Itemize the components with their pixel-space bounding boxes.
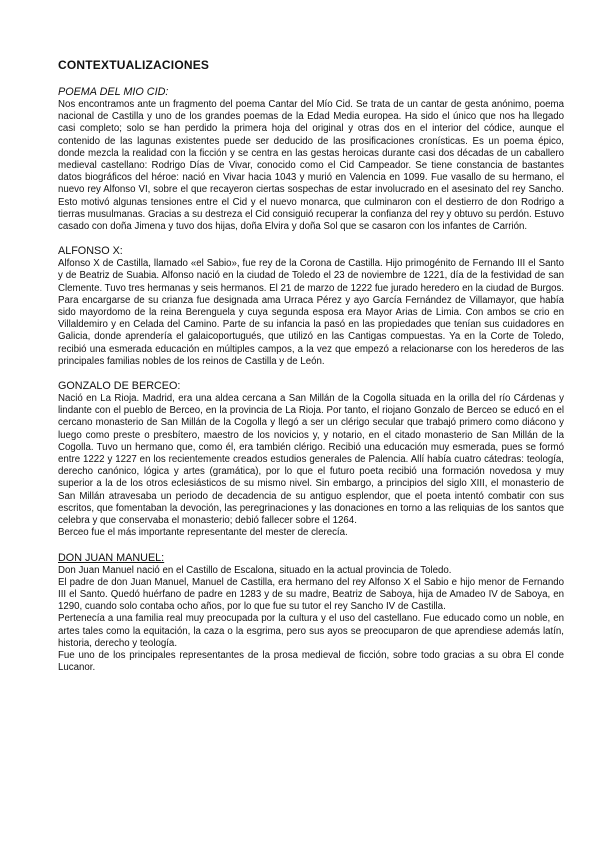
section-poema-del-mio-cid (58, 86, 564, 233)
page-title: CONTEXTUALIZACIONES (58, 58, 210, 72)
paragraph: Don Juan Manuel nació en el Castillo de Escalona, situado en la actual provincia de Toledo. (58, 564, 452, 576)
paragraph: Nació en La Rioja. Madrid, era una aldea cercana a San Millán de la Cogolla situada en la orilla del río Cárdenas y lindante con el pueblo de Berceo, en la provincia de La Rioja. Por tanto, el riojano Gonzalo de Berceo se educó en el cercano monasterio de San Millán de la Cogolla y llegó a ser un clérigo secular que trabajó primero como diácono y luego como preste o presbítero, maestro de los novicios y, y notario, en el citado monasterio de San Millán de la Cogolla. Tuvo un hermano que, como él, era también clérigo. Recibió una educación muy esmerada, pues se formó entre 1222 y 1227 en los recientemente creados estudios generales de Palencia. Allí había cuatro cátedras: teología, derecho canónico, lógica y artes (gramática), por lo que el futuro poeta recibió una formación novedosa y muy superior a la de los otros eclesiásticos de su mismo nivel. Sin embargo, a principios del siglo XIII, el monasterio de San Millán atravesaba un periodo de decadencia de su antiguo esplendor, que el poeta intentó combatir con sus escritos, que fomentaban la devoción, las peregrinaciones y las donaciones en torno a las reliquias de los santos que celebra y que conservaba el monasterio; debió fallecer sobre el 1264. (58, 393, 564, 527)
section-heading: ALFONSO X: (58, 245, 123, 258)
section-gonzalo-de-berceo (58, 380, 564, 539)
paragraph: Nos encontramos ante un fragmento del poema Cantar del Mío Cid. Se trata de un cantar de gesta anónimo, poema nacional de Castilla y uno de los grandes poemas de la Edad Media europea. Ha sido el único que nos ha llegado casi completo; solo se han perdido la primera hoja del original y otras dos en el interior del códice, aunque el contenido de las lagunas existentes puede ser deducido de las prosificaciones cronísticas. Es un poema épico, donde mezcla la realidad con la ficción y se centra en las gestas heroicas durante casi dos décadas de un caballero medieval castellano: Rodrigo Días de Vivar, conocido como el Cid Campeador. Se tiene constancia de bastantes datos biográficos del héroe: nació en Vivar hacia 1043 y murió en Valencia en 1099. Fue vasallo de su hermano, el nuevo rey Alfonso VI, sobre el que recayeron ciertas sospechas de estar involucrado en el asesinato del rey Sancho. Esto motivó algunas tensiones entre el Cid y el nuevo monarca, que culminaron con el destierro de don Rodrigo a tierras musulmanas. Gracias a su destreza el Cid consiguió recuperar la confianza del rey y obtuvo su perdón. Estuvo casado con doña Jimena y tuvo dos hijas, doña Elvira y doña Sol que se casaron con los infantes de Carrión. (58, 99, 564, 233)
section-heading: DON JUAN MANUEL: (58, 551, 165, 564)
paragraph: Berceo fue el más importante representante del mester de clerecía. (58, 527, 348, 539)
section-alfonso-x (58, 245, 564, 368)
paragraph: Fue uno de los principales representantes de la prosa medieval de ficción, sobre todo gracias a su obra El conde Lucanor. (58, 649, 564, 674)
paragraph: Pertenecía a una familia real muy preocupada por la cultura y el uso del castellano. Fue educado como un noble, en artes tales como la equitación, la caza o la esgrima, pero sus ayos se preocuparon de que aprendiese además latín, historia, derecho y teología. (58, 613, 564, 649)
paragraph: Alfonso X de Castilla, llamado «el Sabio», fue rey de la Corona de Castilla. Hijo primogénito de Fernando III el Santo y de Beatriz de Suabia. Alfonso nació en la ciudad de Toledo el 23 de noviembre de 1221, día de la festividad de san Clemente. Tuvo tres hermanas y seis hermanos. El 21 de marzo de 1222 fue jurado heredero en la ciudad de Burgos. Para encargarse de su crianza fue designada ama Urraca Pérez y ayo García Fernández de Villamayor, que había sido mayordomo de la reina Berenguela y cuya segunda esposa era Mayor Arias de Limia. Con ambos se crio en Villaldemiro y en Celada del Camino. Parte de su infancia la pasó en las propiedades que tenían sus cuidadores en Galicia, donde aprendería el galaicoportugués, que utilizó en las Cantigas compuestas. Ya en la Corte de Toledo, recibió una esmerada educación en múltiples campos, a la vez que empezó a relacionarse con los herederos de las principales familias nobles de los reinos de Castilla y de León. (58, 258, 564, 367)
section-heading: GONZALO DE BERCEO: (58, 380, 181, 393)
section-heading: POEMA DEL MIO CID: (58, 86, 169, 98)
paragraph: El padre de don Juan Manuel, Manuel de Castilla, era hermano del rey Alfonso X el Sabio e hijo menor de Fernando III el Santo. Quedó huérfano de padre en 1283 y de su madre, Beatriz de Saboya, hija de Amadeo IV de Saboya, en 1290, cuando solo contaba ocho años, por lo que fue su tutor el rey Sancho IV de Castilla. (58, 576, 564, 613)
section-don-juan-manuel (58, 552, 564, 675)
